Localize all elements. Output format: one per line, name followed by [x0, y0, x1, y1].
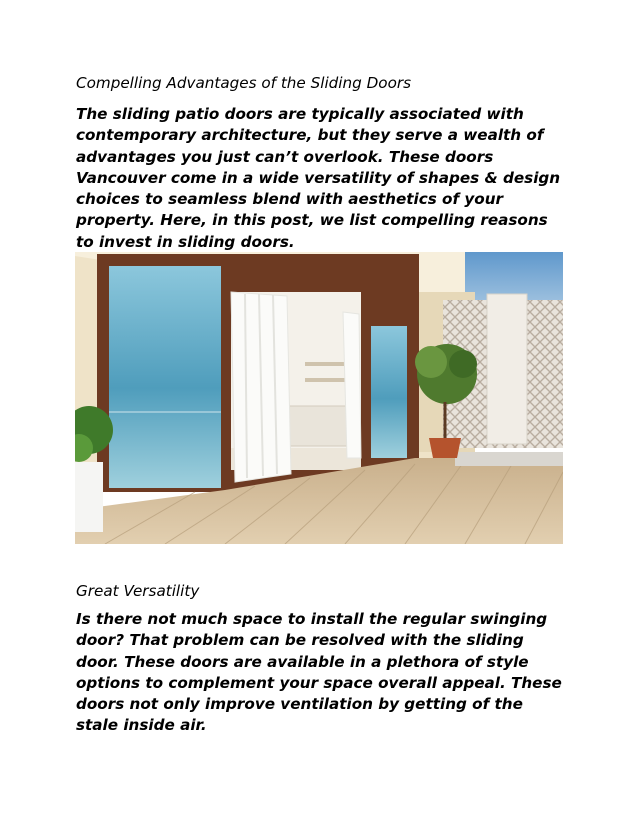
left-glass-panel: [109, 266, 221, 488]
kitchen-counter: [289, 406, 349, 446]
section-heading-advantages: Compelling Advantages of the Sliding Doors: [76, 74, 412, 92]
kitchen-shelf: [305, 378, 345, 382]
pebbles: [455, 452, 563, 466]
kitchen-shelf: [305, 362, 345, 366]
section-heading-versatility: Great Versatility: [76, 582, 200, 600]
right-glass-panel: [371, 326, 407, 458]
lattice-panel: [487, 294, 527, 444]
paragraph-intro: The sliding patio doors are typically associated with contemporary architecture, but they serve a wealth of advantages you just can’t overlook. These doors Vancouver come in a wide versatility of shapes & design choices to seamless blend with aesthetics of your property. Here, in this post, we list compelling reasons to invest in sliding doors.: [76, 105, 561, 251]
plant-left-pot: [75, 462, 103, 532]
paragraph-versatility: Is there not much space to install the regular swinging door? That problem can be resolved with the sliding door. These doors are available in a plethora of style options to complement your space overall appeal. These doors not only improve ventilation by getting of the stale inside air.: [76, 610, 562, 735]
sliding-door-photo: [75, 252, 563, 544]
plant-pot: [429, 438, 461, 458]
